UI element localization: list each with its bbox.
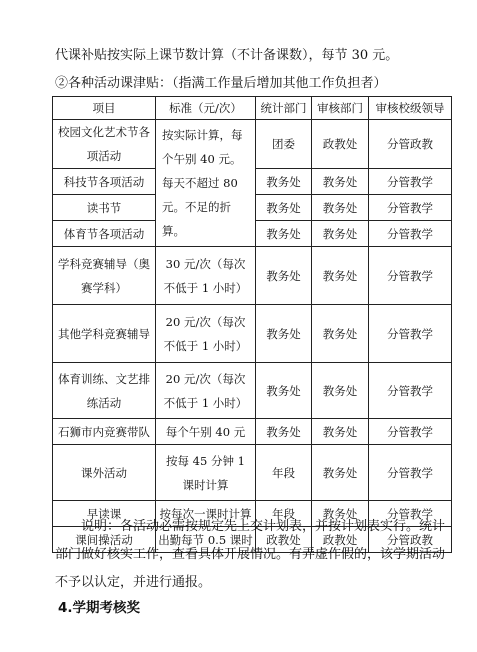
table-row (53, 363, 452, 419)
item-cell: 校园文化艺术节各项活动 (53, 120, 156, 169)
table-row (53, 445, 452, 501)
leader-cell: 分管教学 (369, 247, 452, 305)
leader-cell: 分管教学 (369, 221, 452, 247)
section-title: ②各种活动课津贴：（指满工作量后增加其他工作负担者） (55, 76, 387, 91)
dept-cell: 教务处 (256, 305, 312, 363)
header-cell: 审核部门 (312, 97, 369, 120)
review-cell: 教务处 (312, 247, 369, 305)
review-cell: 教务处 (312, 195, 369, 221)
leader-cell: 分管教学 (369, 445, 452, 501)
review-cell: 政教处 (312, 120, 369, 169)
standard-cell: 20 元/次（每次不低于 1 小时） (156, 363, 256, 419)
allowance-table (52, 96, 452, 553)
leader-cell: 分管教学 (369, 195, 452, 221)
item-cell: 课外活动 (53, 445, 156, 501)
leader-cell: 分管教学 (369, 305, 452, 363)
standard-cell: 按每 45 分钟 1 课时计算 (156, 445, 256, 501)
item-cell: 石狮市内竞赛带队 (53, 419, 156, 445)
dept-cell: 教务处 (256, 419, 312, 445)
leader-cell: 分管政教 (369, 527, 452, 553)
leader-cell: 分管教学 (369, 169, 452, 195)
dept-cell: 团委 (256, 120, 312, 169)
leader-cell: 分管教学 (369, 363, 452, 419)
review-cell: 教务处 (312, 169, 369, 195)
dept-cell: 教务处 (256, 363, 312, 419)
standard-cell: 出勤每节 0.5 课时 (156, 527, 256, 553)
header-cell: 审核校级领导 (369, 97, 452, 120)
review-cell: 教务处 (312, 363, 369, 419)
table-row (53, 120, 452, 169)
leader-cell: 分管教学 (369, 501, 452, 527)
review-cell: 教务处 (312, 305, 369, 363)
table-row (53, 247, 452, 305)
dept-cell: 年段 (256, 445, 312, 501)
review-cell: 教务处 (312, 501, 369, 527)
standard-cell: 每个午别 40 元 (156, 419, 256, 445)
merged-standard-cell: 按实际计算，每个午别 40 元。每天不超过 80 元。不足的折算。 (156, 120, 256, 247)
review-cell: 政教处 (312, 527, 369, 553)
standard-cell: 按每次一课时计算 (156, 501, 256, 527)
note-paragraph: 说明：各活动必需按规定先上交计划表，并按计划表实行。统计部门做好核实工作，查看具体开展情况。有弄虚作假的，该学期活动不予以认定，并进行通报。 (55, 519, 446, 590)
item-cell: 其他学科竞赛辅导 (53, 305, 156, 363)
top-line: 代课补贴按实际上课节数计算（不计备课数），每节 30 元。 (55, 48, 399, 63)
item-cell: 学科竞赛辅导（奥赛学科） (53, 247, 156, 305)
table-row (53, 305, 452, 363)
dept-cell: 教务处 (256, 195, 312, 221)
section-4-heading: 4.学期考核奖 (58, 600, 141, 616)
review-cell: 教务处 (312, 221, 369, 247)
dept-cell: 教务处 (256, 247, 312, 305)
item-cell: 早读课 (53, 501, 156, 527)
dept-cell: 教务处 (256, 169, 312, 195)
header-cell: 统计部门 (256, 97, 312, 120)
standard-cell: 30 元/次（每次不低于 1 小时） (156, 247, 256, 305)
dept-cell: 教务处 (256, 221, 312, 247)
review-cell: 教务处 (312, 419, 369, 445)
standard-cell: 20 元/次（每次不低于 1 小时） (156, 305, 256, 363)
dept-cell: 政教处 (256, 527, 312, 553)
item-cell: 科技节各项活动 (53, 169, 156, 195)
leader-cell: 分管政教 (369, 120, 452, 169)
item-cell: 体育训练、文艺排练活动 (53, 363, 156, 419)
review-cell: 教务处 (312, 445, 369, 501)
header-cell: 标准（元/次） (156, 97, 256, 120)
table-header-row (53, 97, 452, 120)
leader-cell: 分管教学 (369, 419, 452, 445)
dept-cell: 年段 (256, 501, 312, 527)
table-row (53, 419, 452, 445)
header-cell: 项目 (53, 97, 156, 120)
item-cell: 读书节 (53, 195, 156, 221)
item-cell: 课间操活动 (53, 527, 156, 553)
item-cell: 体育节各项活动 (53, 221, 156, 247)
